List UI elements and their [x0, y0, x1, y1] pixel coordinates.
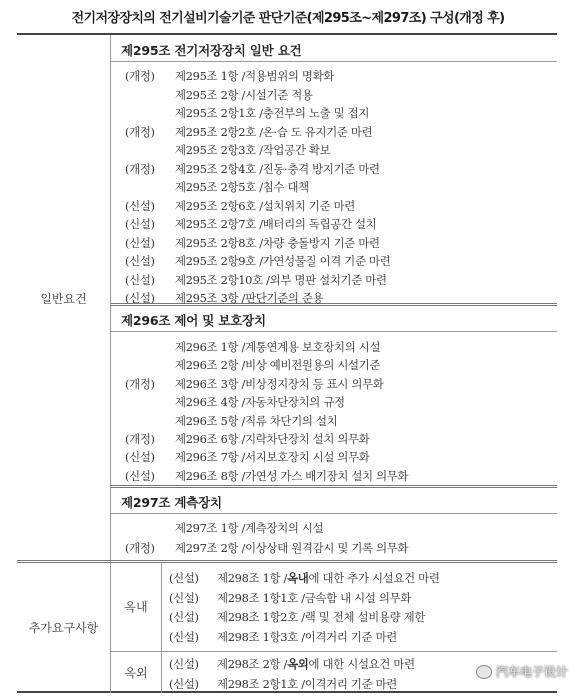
section-heading-296: 제296조 제어 및 보호장치 — [121, 313, 266, 328]
clause-text: 제295조 2항5호 /침수 대책 — [175, 180, 309, 194]
status-tag: (개정) — [125, 432, 155, 446]
clause-text: 제295조 2항3호 /작업공간 확보 — [175, 143, 331, 157]
clause-text-part: 에 대한 시설요건 마련 — [308, 657, 415, 671]
clause-text-part: 제298조 1항 / — [217, 571, 288, 585]
category-general: 일반요건 — [17, 35, 111, 561]
clause-text — [217, 590, 411, 606]
clause-text: 제297조 2항 /이상상태 원격감시 및 기록 의무화 — [175, 540, 409, 555]
divider — [111, 485, 557, 488]
clause-text-emphasis: 옥외 — [287, 657, 309, 671]
status-tag: (개정) — [125, 69, 155, 83]
status-tag: (신설) — [125, 198, 155, 213]
section-heading-295: 제295조 전기저장장치 일반 요건 — [121, 43, 302, 58]
document-title: 전기저장장치의 전기설비기술기준 판단기준(제295조~제297조) 구성(개정 후) — [71, 11, 505, 26]
clause-text-part: 제298조 1항3호 /이격거리 기준 마련 — [217, 629, 397, 644]
clause-text — [217, 629, 397, 645]
watermark — [476, 663, 568, 680]
clause-text: 제296조 1항 /계통연계용 보호장치의 시설 — [175, 340, 381, 354]
clause-text: 제296조 7항 /서지보호장치 시설 의무화 — [175, 450, 370, 465]
status-tag: (개정) — [125, 376, 155, 391]
category-additional: 추가요구사항 — [17, 561, 111, 693]
status-tag: (신설) — [169, 610, 199, 624]
divider — [111, 651, 557, 652]
clause-text: 제295조 2항8호 /차량 충돌방지 기준 마련 — [175, 235, 380, 250]
clause-text — [217, 609, 425, 625]
status-tag: (신설) — [169, 676, 199, 691]
clause-text-part: 제298조 1항2호 /랙 및 전체 설비용량 제한 — [217, 610, 426, 624]
clause-text: 제295조 2항7호 /배터리의 독립공간 설치 — [175, 217, 377, 231]
clause-text: 제295조 2항 /시설기준 적용 — [175, 87, 313, 102]
clause-text: 제295조 2항9호 /가연성물질 이격 기준 마련 — [175, 254, 391, 268]
status-tag: (신설) — [169, 590, 199, 605]
section-heading-297: 제297조 계측장치 — [121, 495, 222, 510]
subcategory-indoor: 옥내 — [124, 600, 148, 614]
clause-text: 제295조 2항2호 /온·습 도 유지기준 마련 — [175, 124, 373, 139]
status-tag: (신설) — [125, 254, 155, 268]
status-tag: (신설) — [125, 291, 155, 305]
clause-text: 제295조 3항 /판단기준의 준용 — [175, 291, 324, 305]
status-tag: (개정) — [125, 161, 155, 176]
divider — [111, 331, 557, 332]
clause-text: 제295조 2항10호 /외부 명판 설치기준 마련 — [175, 272, 387, 287]
clause-text-part: 제298조 2항1호 /이격거리 기준 마련 — [217, 676, 397, 691]
status-tag: (신설) — [125, 217, 155, 231]
clause-text: 제295조 2항1호 /충전부의 노출 및 접지 — [175, 106, 370, 120]
clause-text: 제296조 4항 /자동차단장치의 규정 — [175, 395, 345, 410]
clause-text — [217, 656, 415, 672]
watermark-text: 汽车电子设计 — [495, 665, 568, 679]
divider — [17, 560, 557, 563]
clause-text-emphasis: 옥내 — [287, 571, 309, 585]
clause-text: 제295조 2항4호 /진동·충격 방지기준 마련 — [175, 161, 380, 176]
status-tag: (신설) — [169, 629, 199, 644]
status-tag: (개정) — [125, 540, 155, 555]
standards-table — [17, 33, 557, 693]
clause-text — [217, 570, 440, 586]
divider — [161, 562, 162, 693]
clause-text-part: 제298조 1항1호 /금속함 내 시설 의무화 — [217, 590, 412, 605]
clause-text: 제296조 5항 /직류 차단기의 설치 — [175, 413, 338, 428]
wechat-icon — [476, 665, 492, 679]
clause-text: 제297조 1항 /계측장치의 시설 — [175, 521, 324, 535]
status-tag: (신설) — [169, 571, 199, 585]
divider — [111, 513, 557, 514]
clause-text — [217, 676, 397, 692]
status-tag: (신설) — [125, 468, 155, 483]
clause-text-part: 제298조 2항 / — [217, 657, 288, 671]
divider — [111, 61, 557, 62]
clause-text: 제296조 6항 /지락차단장치 설치 의무화 — [175, 432, 370, 446]
clause-text: 제296조 3항 /비상정지장치 등 표시 의무화 — [175, 376, 384, 391]
clause-text-part: 에 대한 추가 시설요건 마련 — [308, 571, 440, 585]
clause-text: 제295조 2항6호 /설치위치 기준 마련 — [175, 198, 355, 213]
status-tag: (신설) — [125, 272, 155, 287]
clause-text: 제296조 8항 /가연성 가스 배기장치 설치 의무화 — [175, 468, 409, 483]
subcategory-outdoor: 옥외 — [124, 666, 148, 680]
status-tag: (신설) — [125, 235, 155, 250]
status-tag: (개정) — [125, 124, 155, 139]
clause-text: 제295조 1항 /적용범위의 명확화 — [175, 69, 335, 83]
status-tag: (신설) — [169, 657, 199, 671]
status-tag: (신설) — [125, 450, 155, 465]
clause-text: 제296조 2항 /비상 예비전원용의 시설기준 — [175, 358, 381, 373]
